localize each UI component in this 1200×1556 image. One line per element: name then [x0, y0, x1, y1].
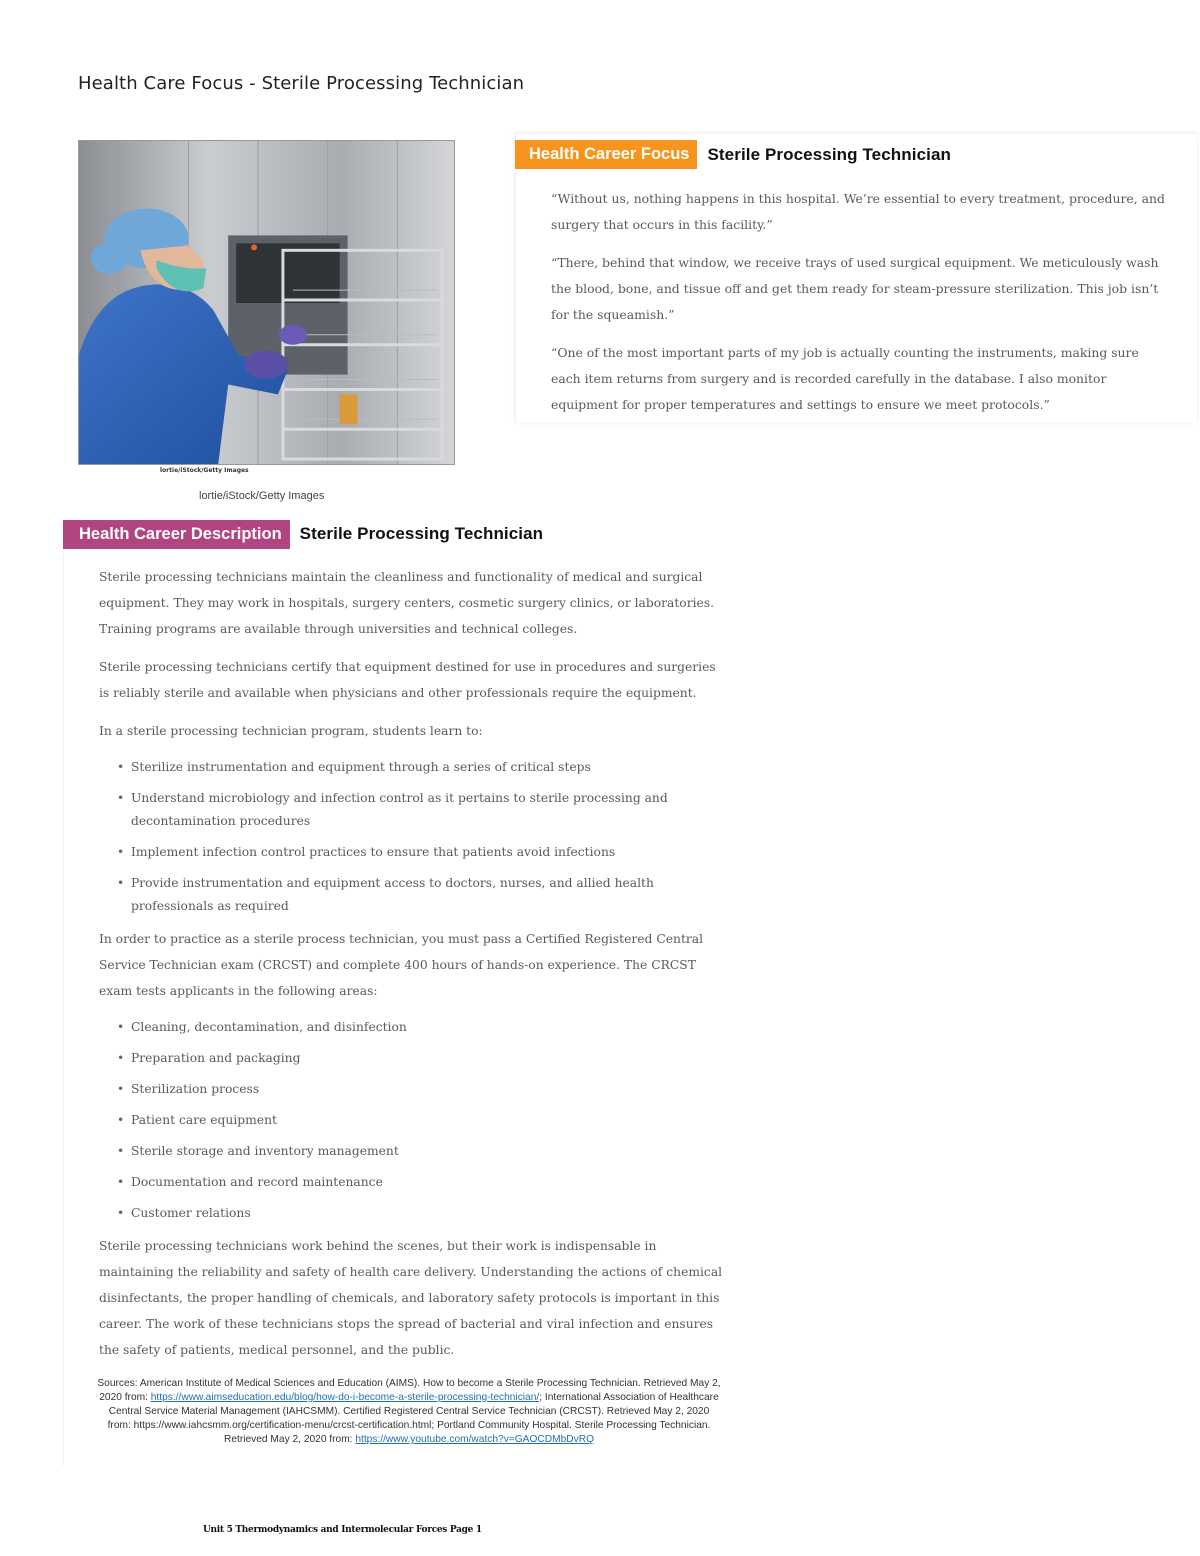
list-item: • Sterilize instrumentation and equipment through a series of critical steps	[99, 756, 724, 779]
description-border	[63, 548, 64, 1466]
youtube-link[interactable]: https://www.youtube.com/watch?v=GAOCDMbDvRQ	[355, 1434, 594, 1445]
photo-credit-small: lortie/iStock/Getty Images	[160, 467, 249, 474]
list-item: • Preparation and packaging	[99, 1047, 724, 1070]
focus-quotes	[551, 186, 1171, 430]
list-item: • Provide instrumentation and equipment access to doctors, nurses, and allied health professionals as required	[99, 872, 724, 918]
list-item: • Patient care equipment	[99, 1109, 724, 1132]
description-header	[63, 520, 543, 548]
list-item: • Implement infection control practices to ensure that patients avoid infections	[99, 841, 724, 864]
focus-header	[515, 140, 951, 169]
photo-credit: lortie/iStock/Getty Images	[199, 490, 325, 502]
learn-list	[99, 756, 724, 918]
aims-link[interactable]: https://www.aimseducation.edu/blog/how-do-i-become-a-sterile-processing-technician/	[150, 1392, 540, 1403]
list-item: • Understand microbiology and infection control as it pertains to sterile processing and decontamination procedures	[99, 787, 724, 833]
sources-text: ; International Association of Healthcare Central Service Material Management (IAHCSMM). Certified Registered Central Service Technician (CRCST). Retrieved May 2, 2020 from: https://www.iahcsmm.org/certification-menu/crcst-certification.html; Portland Community Hospital. Sterile Processing Technician. Retrieved May 2, 2020 from:	[107, 1392, 719, 1445]
paragraph: Sterile processing technicians work behind the scenes, but their work is indispensable in maintaining the reliability and safety of health care delivery. Understanding the actions of chemical disinfectants, the proper handling of chemicals, and laboratory safety protocols is important in this career. The work of these technicians stops the spread of bacterial and viral infection and ensures the safety of patients, medical personnel, and the public.	[99, 1239, 723, 1357]
paragraph: In a sterile processing technician program, students learn to:	[99, 724, 483, 738]
quote: “Without us, nothing happens in this hospital. We’re essential to every treatment, procedure, and surgery that occurs in this facility.”	[551, 191, 1165, 232]
focus-tag: Health Career Focus	[515, 140, 697, 169]
list-item: • Cleaning, decontamination, and disinfection	[99, 1016, 724, 1039]
quote: “There, behind that window, we receive trays of used surgical equipment. We meticulously wash the blood, bone, and tissue off and get them ready for steam-pressure sterilization. This job isn’t for the squeamish.”	[551, 255, 1159, 322]
list-item: • Documentation and record maintenance	[99, 1171, 724, 1194]
list-item: • Customer relations	[99, 1202, 724, 1225]
description-title: Sterile Processing Technician	[299, 524, 544, 543]
list-item: • Sterilization process	[99, 1078, 724, 1101]
quote: “One of the most important parts of my job is actually counting the instruments, making sure each item returns from surgery and is recorded carefully in the database. I also monitor equipment for proper temperatures and settings to ensure we meet protocols.”	[551, 345, 1139, 412]
paragraph: Sterile processing technicians certify that equipment destined for use in procedures and surgeries is reliably sterile and available when physicians and other professionals require the equipment.	[99, 660, 716, 700]
page-footer: Unit 5 Thermodynamics and Intermolecular Forces Page 1	[203, 1525, 482, 1535]
sources	[96, 1377, 722, 1447]
description-body	[99, 564, 724, 1375]
paragraph: In order to practice as a sterile process technician, you must pass a Certified Registered Central Service Technician exam (CRCST) and complete 400 hours of hands-on experience. The CRCST exam tests applicants in the following areas:	[99, 932, 704, 998]
page-title: Health Care Focus - Sterile Processing Technician	[78, 73, 525, 94]
sources-text: Sources: American Institute of Medical Sciences and Education (AIMS). How to become a Sterile Processing Technician. Retrieved May 2, 2020 from:	[97, 1378, 721, 1403]
paragraph: Sterile processing technicians maintain the cleanliness and functionality of medical and surgical equipment. They may work in hospitals, surgery centers, cosmetic surgery clinics, or laboratories. Training programs are available through universities and technical colleges.	[99, 570, 715, 636]
technician-photo	[78, 140, 455, 465]
exam-areas-list	[99, 1016, 724, 1225]
focus-title: Sterile Processing Technician	[707, 144, 951, 164]
list-item: • Sterile storage and inventory management	[99, 1140, 724, 1163]
description-tag: Health Career Description	[63, 520, 290, 549]
